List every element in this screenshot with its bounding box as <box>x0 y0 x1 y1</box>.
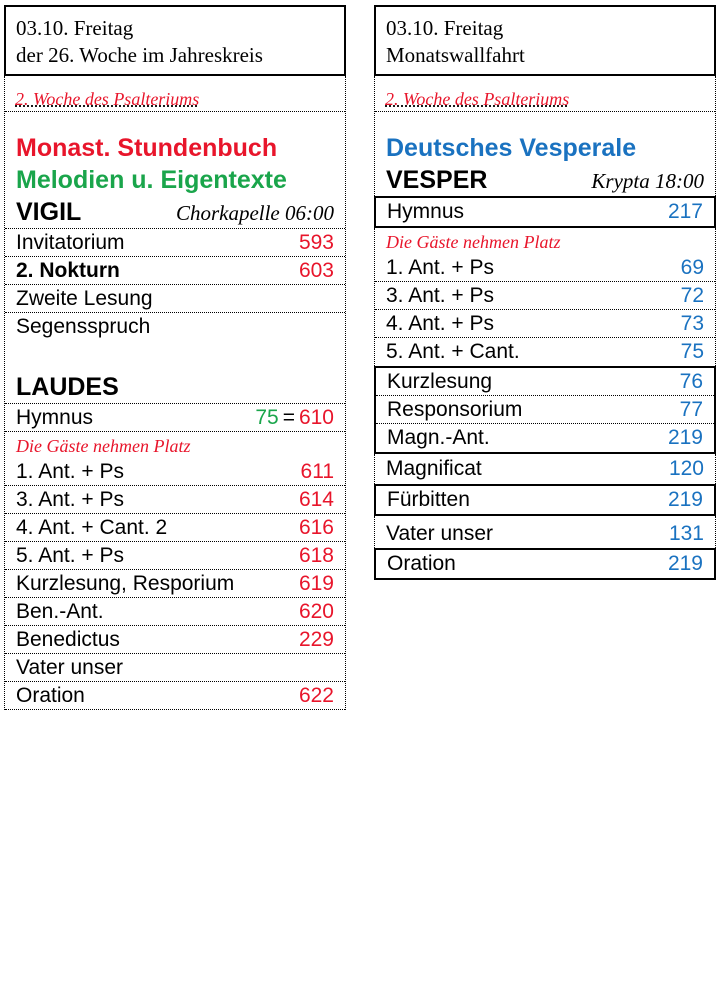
left-book-subtitle: Melodien u. Eigentexte <box>16 166 287 194</box>
list-item <box>5 626 345 654</box>
item-page: 603 <box>298 258 334 282</box>
vesper-name: VESPER <box>386 166 488 194</box>
item-label: Oration <box>387 552 456 575</box>
item-page: 217 <box>667 200 703 223</box>
item-label: Hymnus <box>387 200 465 223</box>
left-book-title: Monast. Stundenbuch <box>16 134 278 162</box>
vesper-hymn-box <box>374 196 716 228</box>
vesper-magnificat <box>374 454 716 484</box>
item-label: Hymnus <box>16 405 94 429</box>
laudes-heading <box>5 371 345 404</box>
item-page: 611 <box>300 459 334 483</box>
vesper-reading-box <box>374 366 716 454</box>
item-page: 72 <box>680 283 704 307</box>
item-label: 2. Nokturn <box>16 258 120 282</box>
hymn-page-melodies: 75 <box>255 405 279 429</box>
item-page <box>255 406 334 430</box>
item-page: 616 <box>298 515 334 539</box>
vigil-name: VIGIL <box>16 198 82 226</box>
item-label: Kurzlesung <box>387 369 493 393</box>
item-label: Invitatorium <box>16 230 125 254</box>
left-body <box>4 76 346 710</box>
list-item <box>5 654 345 682</box>
item-label: 3. Ant. + Ps <box>16 487 124 511</box>
right-date-header <box>374 5 716 76</box>
list-item <box>375 454 715 484</box>
item-page: 219 <box>667 426 703 449</box>
item-label: Oration <box>16 683 85 707</box>
item-page: 620 <box>298 599 334 623</box>
list-item <box>5 570 345 598</box>
item-page: 120 <box>668 457 704 480</box>
item-page: 619 <box>298 571 334 595</box>
right-date: 03.10. Freitag <box>386 16 504 40</box>
guests-note: Die Gäste nehmen Platz <box>16 436 191 456</box>
guests-note: Die Gäste nehmen Platz <box>386 232 561 252</box>
list-item <box>5 257 345 285</box>
item-page: 131 <box>668 522 704 545</box>
item-label: Segensspruch <box>16 315 151 338</box>
list-item <box>5 404 345 432</box>
laudes-name: LAUDES <box>16 373 119 401</box>
list-item <box>376 486 714 514</box>
vesper-heading <box>375 164 715 196</box>
right-book-title: Deutsches Vesperale <box>386 134 637 162</box>
list-item <box>375 310 715 338</box>
vesper-oration-box <box>374 548 716 580</box>
vigil-heading <box>5 196 345 229</box>
list-item <box>375 282 715 310</box>
vesper-intercessions-box <box>374 484 716 516</box>
item-page: 618 <box>298 543 334 567</box>
item-label: Vater unser <box>16 655 123 679</box>
item-page: 219 <box>667 552 703 575</box>
item-label: 4. Ant. + Ps <box>386 311 494 335</box>
item-page: 622 <box>298 683 334 707</box>
item-label: 4. Ant. + Cant. 2 <box>16 515 168 539</box>
left-liturgical-day: der 26. Woche im Jahreskreis <box>16 43 263 67</box>
list-item <box>376 198 714 226</box>
equals-sign: = <box>282 405 295 429</box>
list-item <box>5 542 345 570</box>
right-column <box>374 5 716 580</box>
list-item <box>376 396 714 424</box>
list-item <box>376 368 714 396</box>
left-psalter-week: 2. Woche des Psalteriums <box>5 76 345 112</box>
item-label: Responsorium <box>387 397 523 421</box>
vesper-place: Krypta 18:00 <box>591 169 704 193</box>
right-body-top <box>374 76 716 196</box>
vesper-lords-prayer <box>374 516 716 548</box>
list-item <box>5 313 345 341</box>
item-page: 229 <box>298 627 334 651</box>
list-item <box>375 254 715 282</box>
vigil-place: Chorkapelle 06:00 <box>175 201 334 225</box>
item-label: Ben.-Ant. <box>16 599 104 623</box>
vesper-psalms <box>374 228 716 366</box>
item-page: 69 <box>680 255 704 279</box>
hymn-page-stundenbuch: 610 <box>298 405 334 429</box>
item-label: Magn.-Ant. <box>387 426 490 449</box>
list-item <box>5 486 345 514</box>
item-label: Kurzlesung, Resporium <box>16 571 235 595</box>
item-page: 77 <box>679 397 703 421</box>
left-date: 03.10. Freitag <box>16 16 134 40</box>
item-page: 75 <box>680 340 704 363</box>
left-column <box>4 5 346 710</box>
item-page: 593 <box>298 230 334 254</box>
list-item <box>5 682 345 710</box>
list-item <box>376 424 714 452</box>
item-page: 219 <box>667 488 703 511</box>
item-label: 1. Ant. + Ps <box>16 459 124 483</box>
item-label: 3. Ant. + Ps <box>386 283 494 307</box>
right-psalter-week: 2. Woche des Psalteriums <box>375 76 715 112</box>
item-label: Magnificat <box>386 457 482 480</box>
item-page: 73 <box>680 311 704 335</box>
list-item <box>375 516 715 548</box>
list-item <box>375 338 715 366</box>
item-label: 1. Ant. + Ps <box>386 255 494 279</box>
list-item <box>5 229 345 257</box>
item-page: 76 <box>679 369 703 393</box>
item-label: Vater unser <box>386 522 493 545</box>
item-label: Zweite Lesung <box>16 286 153 310</box>
left-date-header <box>4 5 346 76</box>
list-item <box>5 598 345 626</box>
item-label: 5. Ant. + Ps <box>16 543 124 567</box>
list-item <box>5 285 345 313</box>
item-page: 614 <box>298 487 334 511</box>
list-item <box>5 514 345 542</box>
item-label: Benedictus <box>16 627 120 651</box>
right-occasion: Monatswallfahrt <box>386 43 525 67</box>
list-item <box>376 550 714 578</box>
item-label: Fürbitten <box>387 488 470 511</box>
list-item <box>5 458 345 486</box>
item-label: 5. Ant. + Cant. <box>386 340 520 363</box>
